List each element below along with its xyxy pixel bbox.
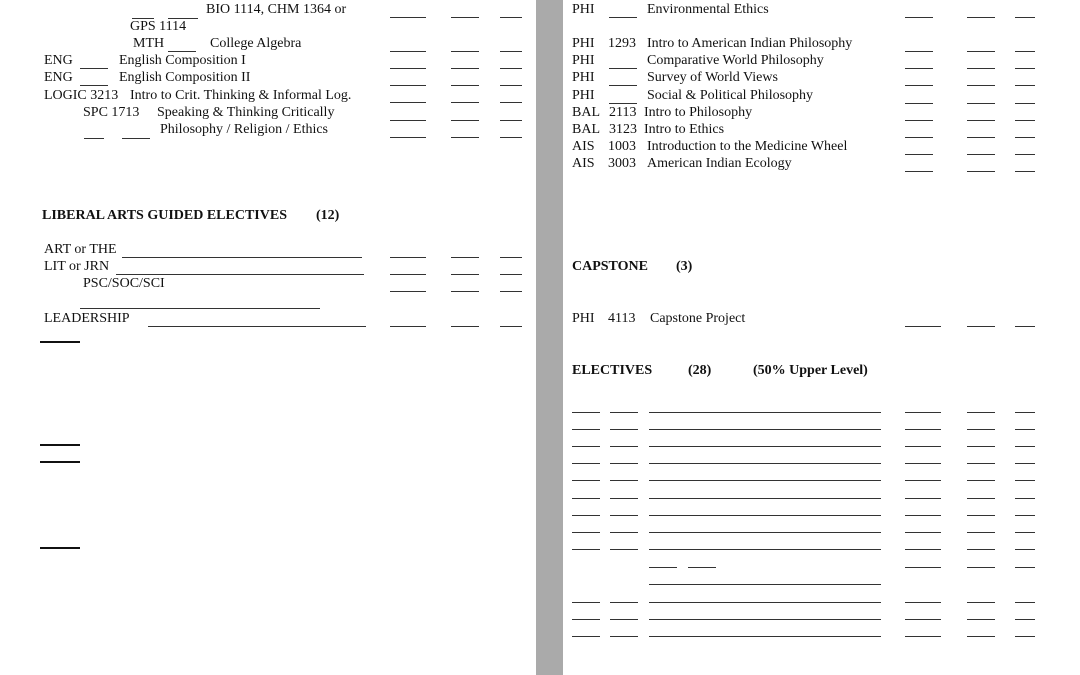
gps-course: GPS 1114 (130, 19, 187, 34)
blank-line (1015, 412, 1035, 413)
liberal-arts-hours: (12) (316, 208, 340, 223)
blank-line (1015, 602, 1035, 603)
blank-line (905, 446, 941, 447)
course-prefix: PHI (572, 53, 595, 68)
blank-line (1015, 463, 1035, 464)
blank-line (905, 549, 941, 550)
blank-line (649, 532, 881, 533)
blank-line (610, 412, 638, 413)
blank-line (1015, 532, 1035, 533)
blank-line (649, 446, 881, 447)
blank-line (905, 429, 941, 430)
blank-line (967, 446, 995, 447)
blank-line (967, 567, 995, 568)
blank-line (572, 619, 600, 620)
blank-line (967, 412, 995, 413)
blank-line (649, 412, 881, 413)
blank-line (572, 532, 600, 533)
leadership-label: LEADERSHIP (44, 311, 130, 326)
course-title: Comparative World Philosophy (647, 53, 824, 68)
eng2-prefix: ENG (44, 70, 73, 85)
blank-line (1015, 498, 1035, 499)
blank-line (905, 532, 941, 533)
course-title: Introduction to the Medicine Wheel (647, 139, 848, 154)
mth-title: College Algebra (210, 36, 302, 51)
blank-line (967, 480, 995, 481)
course-num: 2113 (609, 105, 637, 120)
blank-line (967, 498, 995, 499)
course-prefix: BAL (572, 105, 600, 120)
course-title: American Indian Ecology (647, 156, 792, 171)
course-prefix: PHI (572, 88, 595, 103)
blank-line (610, 480, 638, 481)
blank-line (610, 463, 638, 464)
spc-prefix: SPC 1713 (83, 105, 140, 120)
blank-line (905, 463, 941, 464)
course-title: Survey of World Views (647, 70, 778, 85)
blank-line (905, 515, 941, 516)
blank-line (610, 498, 638, 499)
electives-heading: ELECTIVES (572, 363, 653, 378)
blank-line (572, 412, 600, 413)
course-title: Intro to Philosophy (644, 105, 753, 120)
course-title: Intro to Ethics (644, 122, 725, 137)
page-divider (536, 0, 563, 675)
blank-line (967, 429, 995, 430)
eng1-prefix: ENG (44, 53, 73, 68)
course-num: 3003 (608, 156, 636, 171)
lit-label: LIT or JRN (44, 259, 110, 274)
blank-line (967, 636, 995, 637)
eng2-title: English Composition II (119, 70, 251, 85)
blank-line (649, 480, 881, 481)
blank-line (572, 498, 600, 499)
blank-line (1015, 446, 1035, 447)
electives-note: (50% Upper Level) (753, 363, 868, 378)
blank-line (1015, 515, 1035, 516)
blank-line (649, 619, 881, 620)
blank-line (905, 412, 941, 413)
liberal-arts-heading: LIBERAL ARTS GUIDED ELECTIVES (42, 208, 287, 223)
blank-line (967, 619, 995, 620)
blank-line (610, 515, 638, 516)
blank-line (905, 636, 941, 637)
phi-env-prefix: PHI (572, 2, 595, 17)
blank-line (649, 515, 881, 516)
blank-line (905, 619, 941, 620)
capstone-title: Capstone Project (650, 311, 746, 326)
course-prefix: PHI (572, 70, 595, 85)
course-num: 3123 (609, 122, 637, 137)
blank-line (572, 636, 600, 637)
phil-rel-ethics-title: Philosophy / Religion / Ethics (160, 122, 329, 137)
blank-line (572, 463, 600, 464)
blank-line (649, 584, 881, 585)
course-title: Intro to American Indian Philosophy (647, 36, 853, 51)
blank-line (572, 515, 600, 516)
course-num: 1003 (608, 139, 636, 154)
capstone-num: 4113 (608, 311, 636, 326)
blank-line (905, 498, 941, 499)
course-num: 1293 (608, 36, 636, 51)
blank-line (610, 636, 638, 637)
course-prefix: PHI (572, 36, 595, 51)
blank-line (1015, 429, 1035, 430)
blank-line (610, 446, 638, 447)
blank-line (1015, 480, 1035, 481)
blank-line (649, 429, 881, 430)
blank-line (905, 602, 941, 603)
blank-line (967, 515, 995, 516)
blank-line (649, 567, 677, 568)
course-prefix: AIS (572, 156, 595, 171)
blank-line (610, 602, 638, 603)
art-label: ART or THE (44, 242, 117, 257)
blank-line (610, 532, 638, 533)
course-title: Social & Political Philosophy (647, 88, 814, 103)
capstone-prefix: PHI (572, 311, 595, 326)
blank-line (967, 463, 995, 464)
eng1-title: English Composition I (119, 53, 246, 68)
mth-prefix: MTH (133, 36, 165, 51)
blank-line (649, 602, 881, 603)
blank-line (572, 446, 600, 447)
blank-line (649, 463, 881, 464)
capstone-hours: (3) (676, 259, 693, 274)
blank-line (1015, 567, 1035, 568)
blank-line (1015, 636, 1035, 637)
capstone-heading: CAPSTONE (572, 259, 648, 274)
blank-line (610, 549, 638, 550)
blank-line (649, 498, 881, 499)
blank-line (967, 532, 995, 533)
blank-line (688, 567, 716, 568)
blank-line (610, 619, 638, 620)
blank-line (905, 567, 941, 568)
blank-line (572, 549, 600, 550)
blank-line (649, 549, 881, 550)
blank-line (610, 429, 638, 430)
science-options: BIO 1114, CHM 1364 or (206, 2, 347, 17)
blank-line (967, 602, 995, 603)
course-prefix: AIS (572, 139, 595, 154)
logic-title: Intro to Crit. Thinking & Informal Log. (130, 88, 352, 103)
blank-line (572, 602, 600, 603)
blank-line (572, 429, 600, 430)
blank-line (649, 636, 881, 637)
logic-prefix: LOGIC 3213 (44, 88, 119, 103)
course-prefix: BAL (572, 122, 600, 137)
blank-line (905, 480, 941, 481)
blank-line (967, 549, 995, 550)
electives-hours: (28) (688, 363, 712, 378)
blank-line (1015, 549, 1035, 550)
spc-title: Speaking & Thinking Critically (157, 105, 335, 120)
phi-env-title: Environmental Ethics (647, 2, 769, 17)
psc-label: PSC/SOC/SCI (83, 276, 165, 291)
blank-line (572, 480, 600, 481)
blank-line (1015, 619, 1035, 620)
